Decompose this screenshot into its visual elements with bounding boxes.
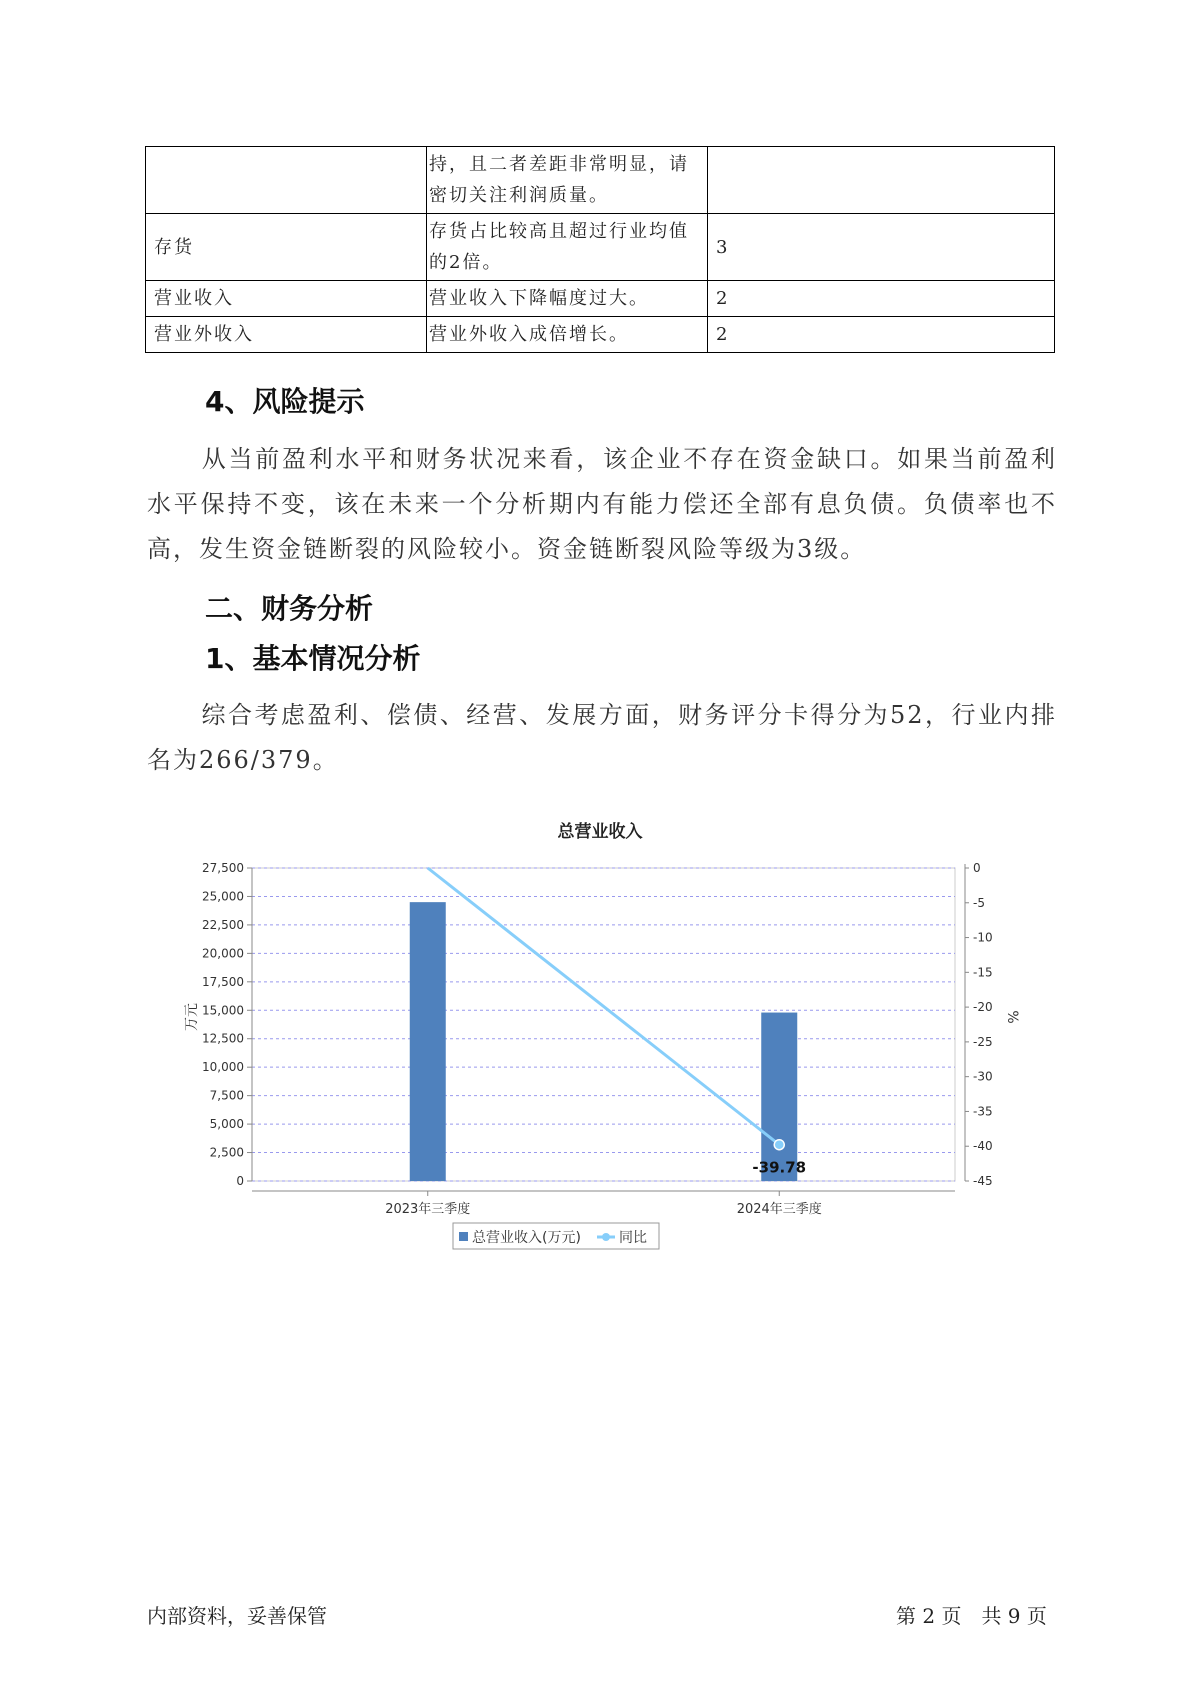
table-cell-level: 2 bbox=[708, 281, 1055, 317]
finance-heading: 二、财务分析 bbox=[205, 592, 374, 625]
x-tick-label: 2024年三季度 bbox=[736, 1202, 822, 1217]
table-cell-item: 营业收入 bbox=[146, 281, 427, 317]
legend-label-line: 同比 bbox=[619, 1230, 647, 1246]
y-right-tick-label: -5 bbox=[973, 895, 985, 910]
x-tick-label: 2023年三季度 bbox=[385, 1202, 471, 1217]
yoy-point bbox=[774, 1140, 784, 1150]
y-axis-label-right: % bbox=[1004, 1010, 1020, 1024]
y-tick-label: 27,500 bbox=[202, 861, 244, 875]
y-tick-label: 15,000 bbox=[202, 1003, 244, 1018]
y-tick-label: 2,500 bbox=[209, 1145, 244, 1160]
basic-analysis-paragraph bbox=[147, 693, 1057, 783]
y-tick-label: 7,500 bbox=[209, 1088, 244, 1103]
table-cell-level: 3 bbox=[708, 214, 1055, 281]
risk-paragraph-text: 从当前盈利水平和财务状况来看，该企业不存在资金缺口。如果当前盈利水平保持不变，该在未来一个分析期内有能力偿还全部有息负债。负债率也不高，发生资金链断裂的风险较小。资金链断裂风险等级为3级。 bbox=[147, 445, 1057, 563]
table-cell-level: 2 bbox=[708, 317, 1055, 353]
table-cell-item: 存货 bbox=[146, 214, 427, 281]
footer-page-number: 第 2 页 共 9 页 bbox=[896, 1604, 1047, 1628]
table-cell-level bbox=[708, 147, 1055, 214]
table-cell-desc: 营业外收入成倍增长。 bbox=[427, 317, 708, 353]
table-row bbox=[146, 214, 1055, 281]
table-row bbox=[146, 147, 1055, 214]
y-right-tick-label: -30 bbox=[973, 1069, 993, 1084]
chart-legend bbox=[453, 1223, 659, 1249]
table-cell-item: 营业外收入 bbox=[146, 317, 427, 353]
revenue-chart-svg bbox=[180, 812, 1020, 1262]
legend-swatch-bar bbox=[459, 1232, 468, 1241]
table-cell-desc: 营业收入下降幅度过大。 bbox=[427, 281, 708, 317]
y-right-tick-label: -45 bbox=[973, 1174, 993, 1188]
risk-table bbox=[145, 146, 1055, 353]
table-row bbox=[146, 281, 1055, 317]
y-tick-label: 10,000 bbox=[202, 1060, 244, 1075]
risk-heading: 4、风险提示 bbox=[205, 385, 365, 418]
table-cell-item bbox=[146, 147, 427, 214]
y-right-tick-label: -25 bbox=[973, 1034, 993, 1049]
table-cell-desc: 存货占比较高且超过行业均值的2倍。 bbox=[427, 214, 708, 281]
y-axis-label-left: 万元 bbox=[184, 1003, 200, 1031]
y-right-tick-label: -40 bbox=[973, 1139, 993, 1154]
y-tick-label: 5,000 bbox=[209, 1117, 244, 1132]
chart-grid bbox=[252, 868, 955, 1181]
legend-label-bar: 总营业收入(万元) bbox=[472, 1230, 581, 1246]
y-right-tick-label: -35 bbox=[973, 1104, 993, 1119]
revenue-chart bbox=[180, 812, 1020, 1262]
table-row bbox=[146, 317, 1055, 353]
plot-area bbox=[252, 868, 955, 1181]
y-right-tick-label: 0 bbox=[973, 861, 981, 875]
y-right-tick-label: -10 bbox=[973, 930, 993, 945]
risk-paragraph bbox=[147, 437, 1057, 572]
y-tick-label: 0 bbox=[236, 1174, 244, 1188]
table-cell-desc: 持，且二者差距非常明显，请密切关注利润质量。 bbox=[427, 147, 708, 214]
chart-title: 总营业收入 bbox=[557, 822, 643, 842]
y-right-tick-label: -20 bbox=[973, 1000, 993, 1015]
y-tick-label: 22,500 bbox=[202, 917, 244, 932]
legend-swatch-point bbox=[602, 1233, 610, 1241]
basic-analysis-heading: 1、基本情况分析 bbox=[205, 642, 421, 675]
y-tick-label: 20,000 bbox=[202, 946, 244, 961]
y-right-tick-label: -15 bbox=[973, 965, 993, 980]
footer-left: 内部资料，妥善保管 bbox=[147, 1604, 327, 1628]
basic-analysis-text: 综合考虑盈利、偿债、经营、发展方面，财务评分卡得分为52，行业内排名为266/379。 bbox=[147, 701, 1057, 774]
y-tick-label: 25,000 bbox=[202, 889, 244, 904]
y-tick-label: 12,500 bbox=[202, 1031, 244, 1046]
bar bbox=[761, 1013, 797, 1181]
data-label: -39.78 bbox=[752, 1158, 807, 1177]
bar bbox=[410, 902, 446, 1181]
y-tick-label: 17,500 bbox=[202, 974, 244, 989]
